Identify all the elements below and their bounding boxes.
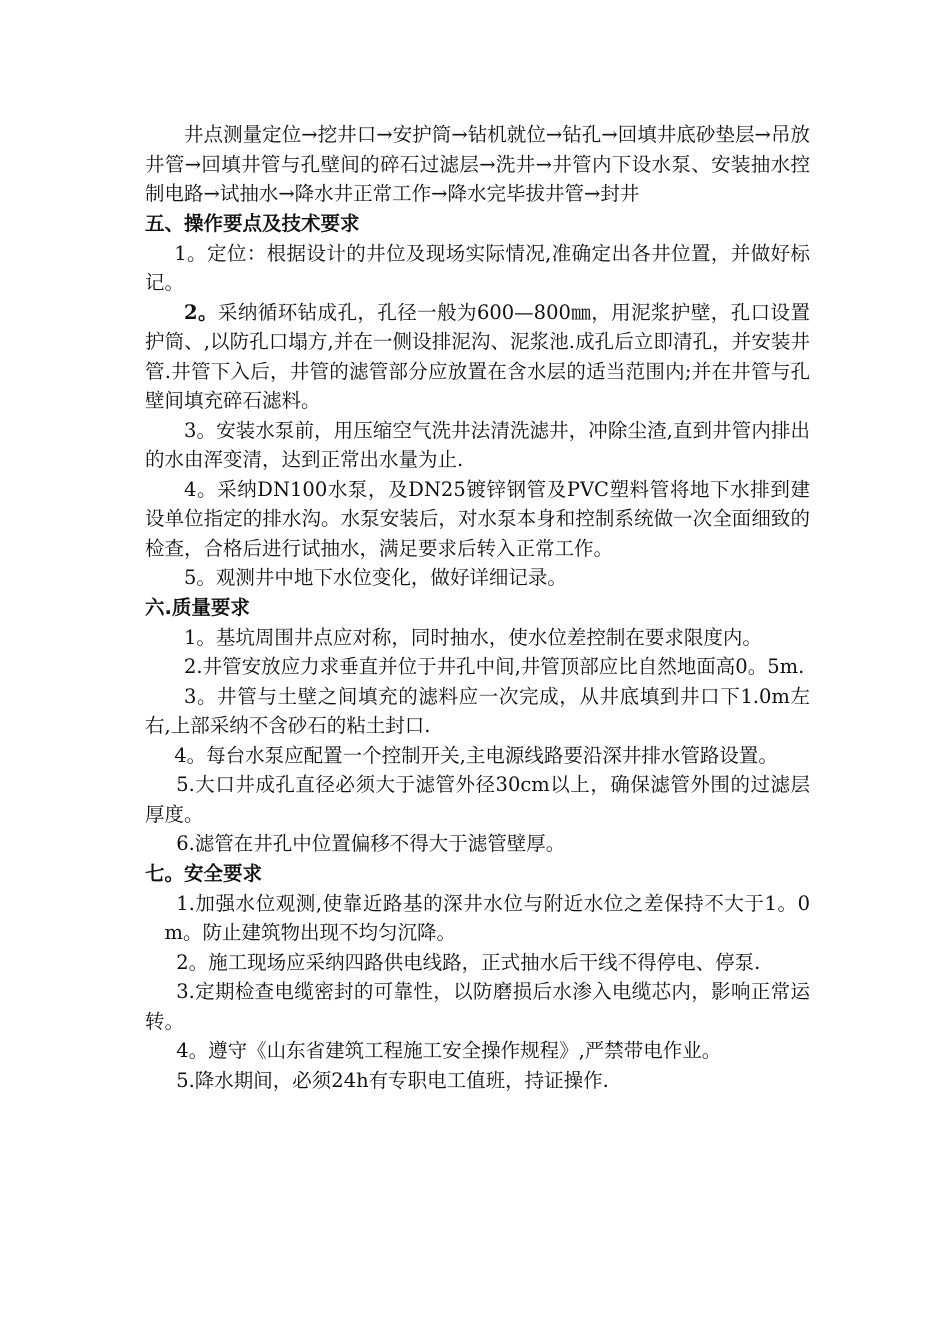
section-6-item-2: 2.井管安放应力求垂直并位于井孔中间,井管顶部应比自然地面高0。5m. [184, 655, 805, 678]
document-page [145, 120, 810, 1095]
section-6-item-1: 1。基坑周围井点应对称，同时抽水，使水位差控制在要求限度内。 [184, 625, 762, 649]
section-5-item-3: 3。安装水泵前，用压缩空气洗井法清洗滤井，冲除尘渣,直到井管内排出的水由浑变清，达到正常出水量为止. [145, 418, 810, 471]
section-7-heading: 七。安全要求 [145, 861, 263, 885]
section-7-item-1: 1.加强水位观测,使靠近路基的深井水位与附近水位之差保持不大于1。0m。防止建筑物出现不均匀沉降。 [164, 891, 810, 944]
section-6-heading: 六.质量要求 [145, 595, 250, 619]
section-6-item-3: 3。井管与土壁之间填充的滤料应一次完成，从井底填到井口下1.0m左右,上部采纳不含砂石的粘土封口. [145, 684, 810, 737]
section-7-item-2: 2。施工现场应采纳四路供电线路，正式抽水后干线不得停电、停泵. [176, 950, 761, 974]
section-5-item-4: 4。采纳DN100水泵，及DN25镀锌钢管及PVC塑料管将地下水排到建设单位指定的排水沟。水泵安装后，对水泵本身和控制系统做一次全面细致的检查，合格后进行试抽水，满足要求后转入正常工作。 [145, 477, 810, 560]
section-6-item-4: 4。每台水泵应配置一个控制开关,主电源线路要沿深井排水管路设置。 [174, 743, 778, 767]
section-6-item-6: 6.滤管在井孔中位置偏移不得大于滤管壁厚。 [176, 832, 566, 855]
process-flow-paragraph: 井点测量定位→挖井口→安护筒→钻机就位→钻孔→回填井底砂垫层→吊放井管→回填井管与孔壁间的碎石过滤层→洗井→井管内下设水泵、安装抽水控制电路→试抽水→降水井正常工作→降水完毕拔井管→封井 [145, 123, 810, 205]
section-5-item-2-text: 采纳循环钻成孔，孔径一般为600—800㎜，用泥浆护壁，孔口设置护筒、,以防孔口塌方,并在一侧设排泥沟、泥浆池.成孔后立即清孔，并安装井管.井管下入后，井管的滤管部分应放置在含水层的适当范围内;并在井管与孔壁间填充碎石滤料。 [145, 300, 810, 412]
section-5-item-1: 1。定位：根据设计的井位及现场实际情况,准确定出各井位置，并做好标记。 [145, 241, 810, 294]
section-7-item-4: 4。遵守《山东省建筑工程施工安全操作规程》,严禁带电作业。 [176, 1039, 722, 1062]
section-7-item-3: 3.定期检查电缆密封的可靠性，以防磨损后水渗入电缆芯内，影响正常运转。 [145, 980, 810, 1033]
section-7-item-5: 5.降水期间，必须24h有专职电工值班，持证操作. [176, 1068, 609, 1092]
section-5-item-5: 5。观测井中地下水位变化，做好详细记录。 [184, 566, 567, 589]
section-6-item-5: 5.大口井成孔直径必须大于滤管外径30cm以上，确保滤管外围的过滤层厚度。 [145, 773, 810, 826]
section-5-item-2 [145, 298, 810, 416]
section-5-heading: 五、操作要点及技术要求 [145, 211, 360, 235]
section-5-item-2-number: 2。 [184, 300, 218, 324]
